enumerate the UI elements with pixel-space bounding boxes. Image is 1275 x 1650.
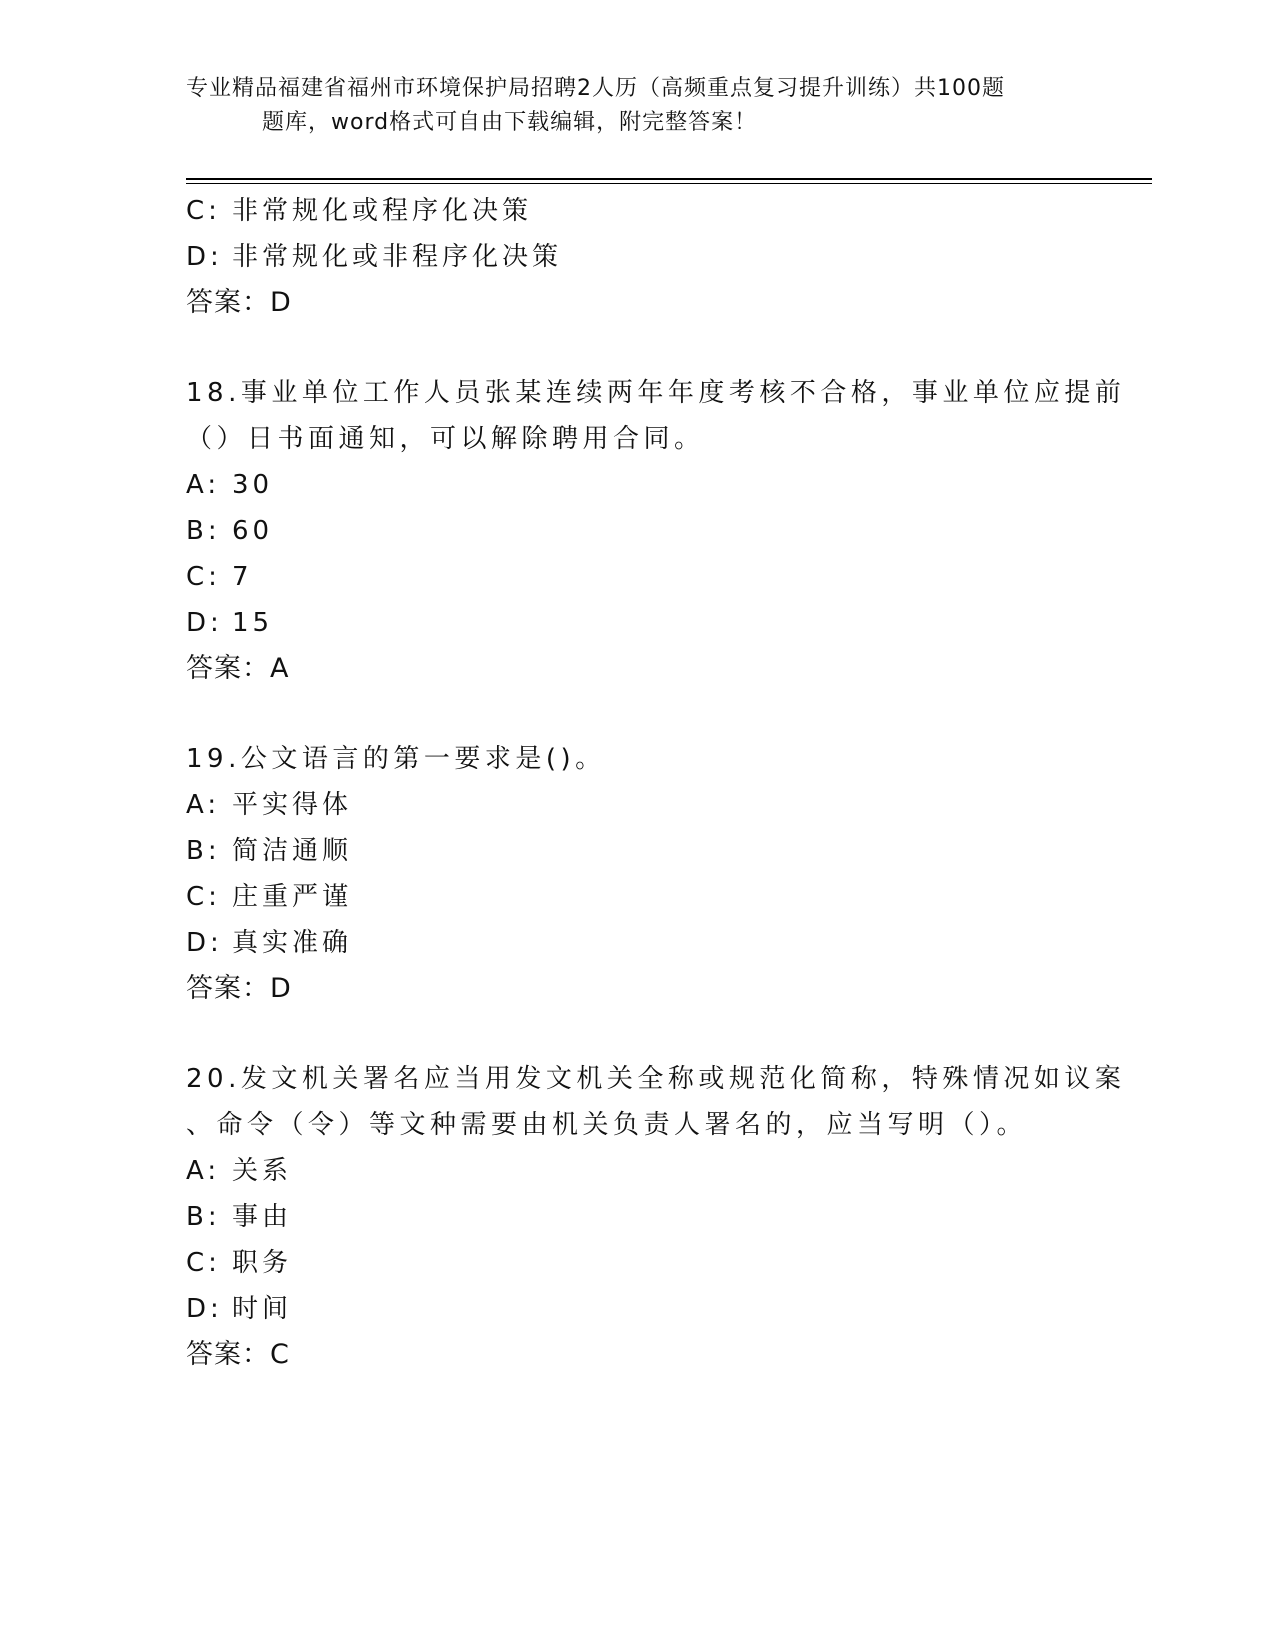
option-label: C: <box>186 196 221 226</box>
header-title-line1: 专业精品福建省福州市环境保护局招聘2人历（高频重点复习提升训练）共100题 <box>186 76 1005 101</box>
question-stem-line1: 20.发文机关署名应当用发文机关全称或规范化简称，特殊情况如议案 <box>186 1064 1126 1094</box>
option-label: C: <box>186 562 221 592</box>
question-stem-line1: 19.公文语言的第一要求是()。 <box>186 744 606 774</box>
option-d <box>186 234 1086 280</box>
option-d <box>186 920 1086 966</box>
option-d <box>186 1286 1086 1332</box>
question-17-continued <box>186 188 1086 326</box>
option-d <box>186 600 1086 646</box>
question-stem-line2: （）日书面通知，可以解除聘用合同。 <box>186 424 705 454</box>
option-text: 15 <box>232 608 274 638</box>
option-b <box>186 828 1086 874</box>
header-title-line2: 题库，word格式可自由下载编辑，附完整答案！ <box>262 110 758 135</box>
answer-line: 答案：D <box>186 973 292 1004</box>
option-b <box>186 508 1086 554</box>
option-text: 非常规化或非程序化决策 <box>232 242 563 272</box>
option-a <box>186 782 1086 828</box>
option-c <box>186 554 1086 600</box>
option-text: 7 <box>232 562 253 592</box>
option-label: B: <box>186 1202 221 1232</box>
answer-line: 答案：C <box>186 1339 290 1370</box>
option-a <box>186 1148 1086 1194</box>
answer-line: 答案：D <box>186 287 292 318</box>
option-label: D: <box>186 242 223 272</box>
option-c <box>186 1240 1086 1286</box>
option-text: 真实准确 <box>232 928 353 958</box>
question-stem-line2: 、命令（令）等文种需要由机关负责人署名的，应当写明（）。 <box>186 1110 1028 1140</box>
option-label: C: <box>186 882 221 912</box>
option-text: 职务 <box>232 1248 293 1278</box>
option-text: 平实得体 <box>232 790 353 820</box>
option-text: 30 <box>232 470 274 500</box>
question-19 <box>186 736 1086 1012</box>
answer-line: 答案：A <box>186 653 290 684</box>
question-stem-line1: 18.事业单位工作人员张某连续两年年度考核不合格，事业单位应提前 <box>186 378 1126 408</box>
option-c <box>186 188 1086 234</box>
document-header <box>186 72 1086 140</box>
option-text: 关系 <box>232 1156 293 1186</box>
option-c <box>186 874 1086 920</box>
option-label: A: <box>186 790 221 820</box>
option-b <box>186 1194 1086 1240</box>
header-divider-thin <box>186 183 1152 184</box>
option-text: 60 <box>232 516 274 546</box>
option-label: D: <box>186 1294 223 1324</box>
option-label: A: <box>186 1156 221 1186</box>
option-text: 时间 <box>232 1294 293 1324</box>
option-label: B: <box>186 836 221 866</box>
option-text: 简洁通顺 <box>232 836 353 866</box>
option-text: 非常规化或程序化决策 <box>232 196 533 226</box>
option-a <box>186 462 1086 508</box>
option-label: C: <box>186 1248 221 1278</box>
question-20 <box>186 1056 1126 1378</box>
option-label: D: <box>186 608 223 638</box>
header-divider-thick <box>186 178 1152 180</box>
option-text: 庄重严谨 <box>232 882 353 912</box>
option-label: D: <box>186 928 223 958</box>
option-text: 事由 <box>232 1202 293 1232</box>
question-18 <box>186 370 1126 692</box>
option-label: B: <box>186 516 221 546</box>
question-list <box>186 188 1126 1378</box>
option-label: A: <box>186 470 221 500</box>
